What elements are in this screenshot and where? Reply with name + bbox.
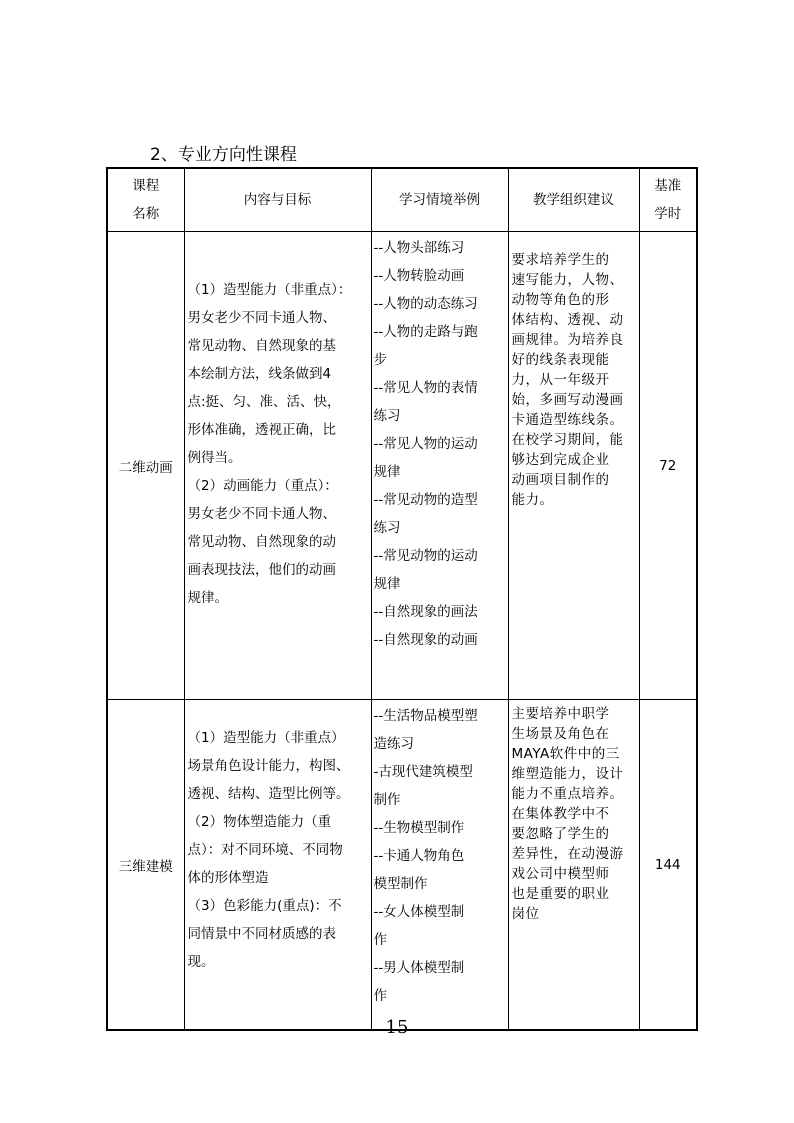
cell-line: --生物模型制作: [373, 820, 465, 836]
cell-line: 透视、结构、造型比例等。: [187, 786, 350, 802]
cell-line: --生活物品模型塑: [373, 708, 478, 724]
cell-line: 动画项目制作的: [511, 472, 610, 488]
cell-line: 本绘制方法，线条做到4: [187, 366, 332, 382]
cell-line: --常见动物的造型: [373, 492, 478, 508]
header-course-name-line1: 课程: [132, 178, 160, 194]
cell-line: --常见动物的运动: [373, 548, 478, 564]
cell-line: 要求培养学生的: [511, 252, 610, 268]
cell-line: 画表现技法，他们的动画: [187, 562, 336, 578]
cell-line: 现。: [187, 954, 215, 970]
cell-line: 男女老少不同卡通人物、: [187, 310, 336, 326]
cell-line: 差异性，在动漫游: [511, 846, 624, 862]
cell-line: （2）动画能力（重点）：: [187, 478, 338, 494]
cell-line: 体的形体塑造: [187, 870, 269, 886]
cell-line: 生场景及角色在: [511, 726, 610, 742]
header-hours-line1: 基准: [654, 178, 682, 194]
cell-line: --自然现象的画法: [373, 604, 478, 620]
cell-line: 步: [373, 352, 387, 368]
cell-line: 在校学习期间，能: [511, 432, 624, 448]
teaching-cell: [508, 700, 639, 1031]
cell-line: 力，从一年级开: [511, 372, 610, 388]
cell-line: 戏公司中模型师: [511, 866, 610, 882]
cell-line: 也是重要的职业: [511, 886, 610, 902]
cell-line: （1）造型能力（非重点）: [187, 730, 345, 746]
cell-line: 形体准确，透视正确，比: [187, 422, 336, 438]
cell-line: 动物等角色的形: [511, 292, 610, 308]
course-table: [106, 167, 698, 1031]
cell-line: 体结构、透视、动: [511, 312, 624, 328]
cell-line: 造练习: [373, 736, 414, 752]
cell-line: 规律。: [187, 590, 228, 606]
cell-line: --自然现象的动画: [373, 632, 478, 648]
cell-line: 常见动物、自然现象的基: [187, 338, 336, 354]
cell-line: --人物的走路与跑: [373, 324, 478, 340]
cell-line: --人物头部练习: [373, 240, 465, 256]
cell-line: 练习: [373, 520, 401, 536]
cell-line: 作: [373, 988, 387, 1004]
cell-line: --常见人物的表情: [373, 380, 478, 396]
cell-line: 点）：对不同环境、不同物: [187, 842, 343, 858]
cell-line: --卡通人物角色: [373, 848, 465, 864]
cell-line: 够达到完成企业: [511, 452, 610, 468]
cell-line: 要忽略了学生的: [511, 826, 610, 842]
scenarios-cell: [371, 232, 508, 700]
cell-line: --人物转脸动画: [373, 268, 465, 284]
cell-line: 场景角色设计能力，构图、: [187, 758, 350, 774]
page-number: 15: [385, 1017, 409, 1038]
cell-line: --人物的动态练习: [373, 296, 478, 312]
content-cell: [184, 700, 371, 1031]
table-row: [107, 700, 697, 1031]
cell-line: 制作: [373, 792, 401, 808]
cell-line: 在集体教学中不: [511, 806, 610, 822]
cell-line: 岗位: [511, 906, 540, 922]
cell-line: -古现代建筑模型: [373, 764, 473, 780]
table-header-row: [107, 168, 697, 232]
cell-line: MAYA软件中的三: [511, 746, 620, 762]
header-hours: [639, 168, 697, 232]
table-row: [107, 232, 697, 700]
cell-line: 能力。: [511, 492, 554, 508]
cell-line: 好的线条表现能: [511, 352, 610, 368]
cell-line: （3）色彩能力(重点)：不: [187, 898, 342, 914]
cell-line: 画规律。为培养良: [511, 332, 624, 348]
cell-line: 练习: [373, 408, 401, 424]
cell-line: 规律: [373, 464, 401, 480]
cell-line: 例得当。: [187, 450, 242, 466]
header-scenarios: 学习情境举例: [371, 168, 508, 232]
cell-line: 维塑造能力，设计: [511, 766, 624, 782]
cell-line: --女人体模型制: [373, 904, 465, 920]
header-content: 内容与目标: [184, 168, 371, 232]
scenarios-cell: [371, 700, 508, 1031]
cell-line: 同情景中不同材质感的表: [187, 926, 336, 942]
header-hours-line2: 学时: [654, 206, 682, 222]
cell-line: （2）物体塑造能力（重: [187, 814, 332, 830]
cell-line: 速写能力，人物、: [511, 272, 624, 288]
cell-line: 点:挺、匀、准、活、快，: [187, 394, 341, 410]
hours-cell: 144: [639, 700, 697, 1031]
content-cell: [184, 232, 371, 700]
course-name-cell: 二维动画: [107, 232, 184, 700]
header-teaching: 教学组织建议: [508, 168, 639, 232]
header-course-name-line2: 名称: [132, 206, 160, 222]
cell-line: 规律: [373, 576, 401, 592]
cell-line: 常见动物、自然现象的动: [187, 534, 336, 550]
cell-line: --常见人物的运动: [373, 436, 478, 452]
teaching-cell: [508, 232, 639, 700]
cell-line: （1）造型能力（非重点）：: [187, 282, 352, 298]
section-heading: 2、专业方向性课程: [150, 145, 297, 165]
cell-line: 卡通造型练线条。: [511, 412, 624, 428]
hours-cell: 72: [639, 232, 697, 700]
cell-line: 作: [373, 932, 387, 948]
cell-line: 始，多画写动漫画: [511, 392, 624, 408]
cell-line: --男人体模型制: [373, 960, 465, 976]
cell-line: 能力不重点培养。: [511, 786, 624, 802]
course-name-cell: 三维建模: [107, 700, 184, 1031]
header-course-name: [107, 168, 184, 232]
cell-line: 男女老少不同卡通人物、: [187, 506, 336, 522]
cell-line: 主要培养中职学: [511, 706, 610, 722]
cell-line: 模型制作: [373, 876, 428, 892]
